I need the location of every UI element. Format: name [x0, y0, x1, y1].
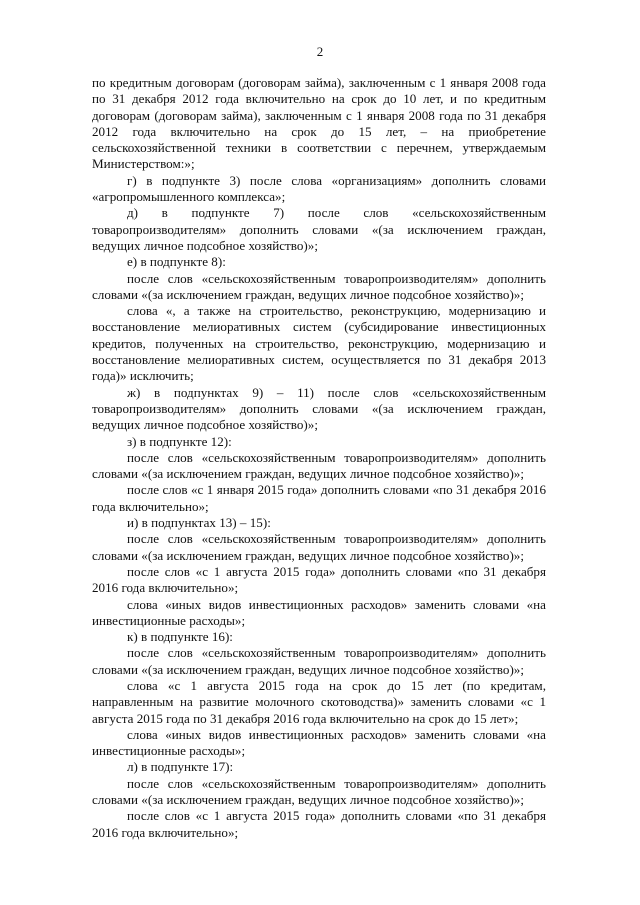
- paragraph: слова «, а также на строительство, реконструкцию, модернизацию и восстановление мелиоративных систем (субсидирование инвестиционных кредитов, полученных на строительство, реконструкцию, модернизацию и восстановление мелиоративных систем, осуществляется по 31 декабря 2013 года)» исключить;: [92, 303, 546, 384]
- paragraph: по кредитным договорам (договорам займа), заключенным с 1 января 2008 года по 31 декабря 2012 года включительно на срок до 10 лет, и по кредитным договорам (договорам займа), заключенным с 1 января 2008 года по 31 декабря 2012 года включительно на срок до 15 лет, – на приобретение сельскохозяйственной техники в соответствии с перечнем, утверждаемым Министерством:»;: [92, 75, 546, 172]
- paragraph: л) в подпункте 17):: [127, 759, 234, 775]
- paragraph: после слов «сельскохозяйственным товаропроизводителям» дополнить словами «(за исключением граждан, ведущих личное подсобное хозяйство)»;: [92, 449, 546, 482]
- paragraph: слова «иных видов инвестиционных расходов» заменить словами «на инвестиционные расходы»;: [92, 596, 546, 628]
- paragraph: г) в подпункте 3) после слова «организациям» дополнить словами «агропромышленного комплекса»;: [92, 172, 546, 205]
- page-number: 2: [316, 44, 324, 59]
- paragraph: после слов «с 1 августа 2015 года» дополнить словами «по 31 декабря 2016 года включительно»;: [92, 808, 546, 840]
- paragraph: слова «с 1 августа 2015 года на срок до 15 лет (по кредитам, направленным на развитие молочного скотоводства)» заменить словами «с 1 августа 2015 года по 31 декабря 2016 года включительно на срок до 15 лет»;: [92, 677, 546, 726]
- document-body: [92, 75, 546, 841]
- paragraph: ж) в подпунктах 9) – 11) после слов «сельскохозяйственным товаропроизводителям» дополнить словами «(за исключением граждан, ведущих личное подсобное хозяйство)»;: [92, 384, 546, 433]
- paragraph: после слов «сельскохозяйственным товаропроизводителям» дополнить словами «(за исключением граждан, ведущих личное подсобное хозяйство)»;: [92, 270, 546, 302]
- paragraph: и) в подпунктах 13) – 15):: [127, 515, 271, 531]
- paragraph: з) в подпункте 12):: [127, 433, 232, 449]
- paragraph: слова «иных видов инвестиционных расходов» заменить словами «на инвестиционные расходы»;: [92, 726, 546, 759]
- paragraph: после слов «с 1 августа 2015 года» дополнить словами «по 31 декабря 2016 года включительно»;: [92, 563, 546, 596]
- paragraph: к) в подпункте 16):: [127, 629, 233, 645]
- paragraph: после слов «сельскохозяйственным товаропроизводителям» дополнить словами «(за исключением граждан, ведущих личное подсобное хозяйство)»;: [92, 531, 546, 563]
- paragraph: после слов «сельскохозяйственным товаропроизводителям» дополнить словами «(за исключением граждан, ведущих личное подсобное хозяйство)»;: [92, 645, 546, 677]
- paragraph: после слов «с 1 января 2015 года» дополнить словами «по 31 декабря 2016 года включительно»;: [92, 482, 546, 514]
- paragraph: после слов «сельскохозяйственным товаропроизводителям» дополнить словами «(за исключением граждан, ведущих личное подсобное хозяйство)»;: [92, 775, 546, 808]
- paragraph: е) в подпункте 8):: [127, 254, 226, 270]
- paragraph: д) в подпункте 7) после слов «сельскохозяйственным товаропроизводителям» дополнить словами «(за исключением граждан, ведущих личное подсобное хозяйство)»;: [92, 205, 546, 253]
